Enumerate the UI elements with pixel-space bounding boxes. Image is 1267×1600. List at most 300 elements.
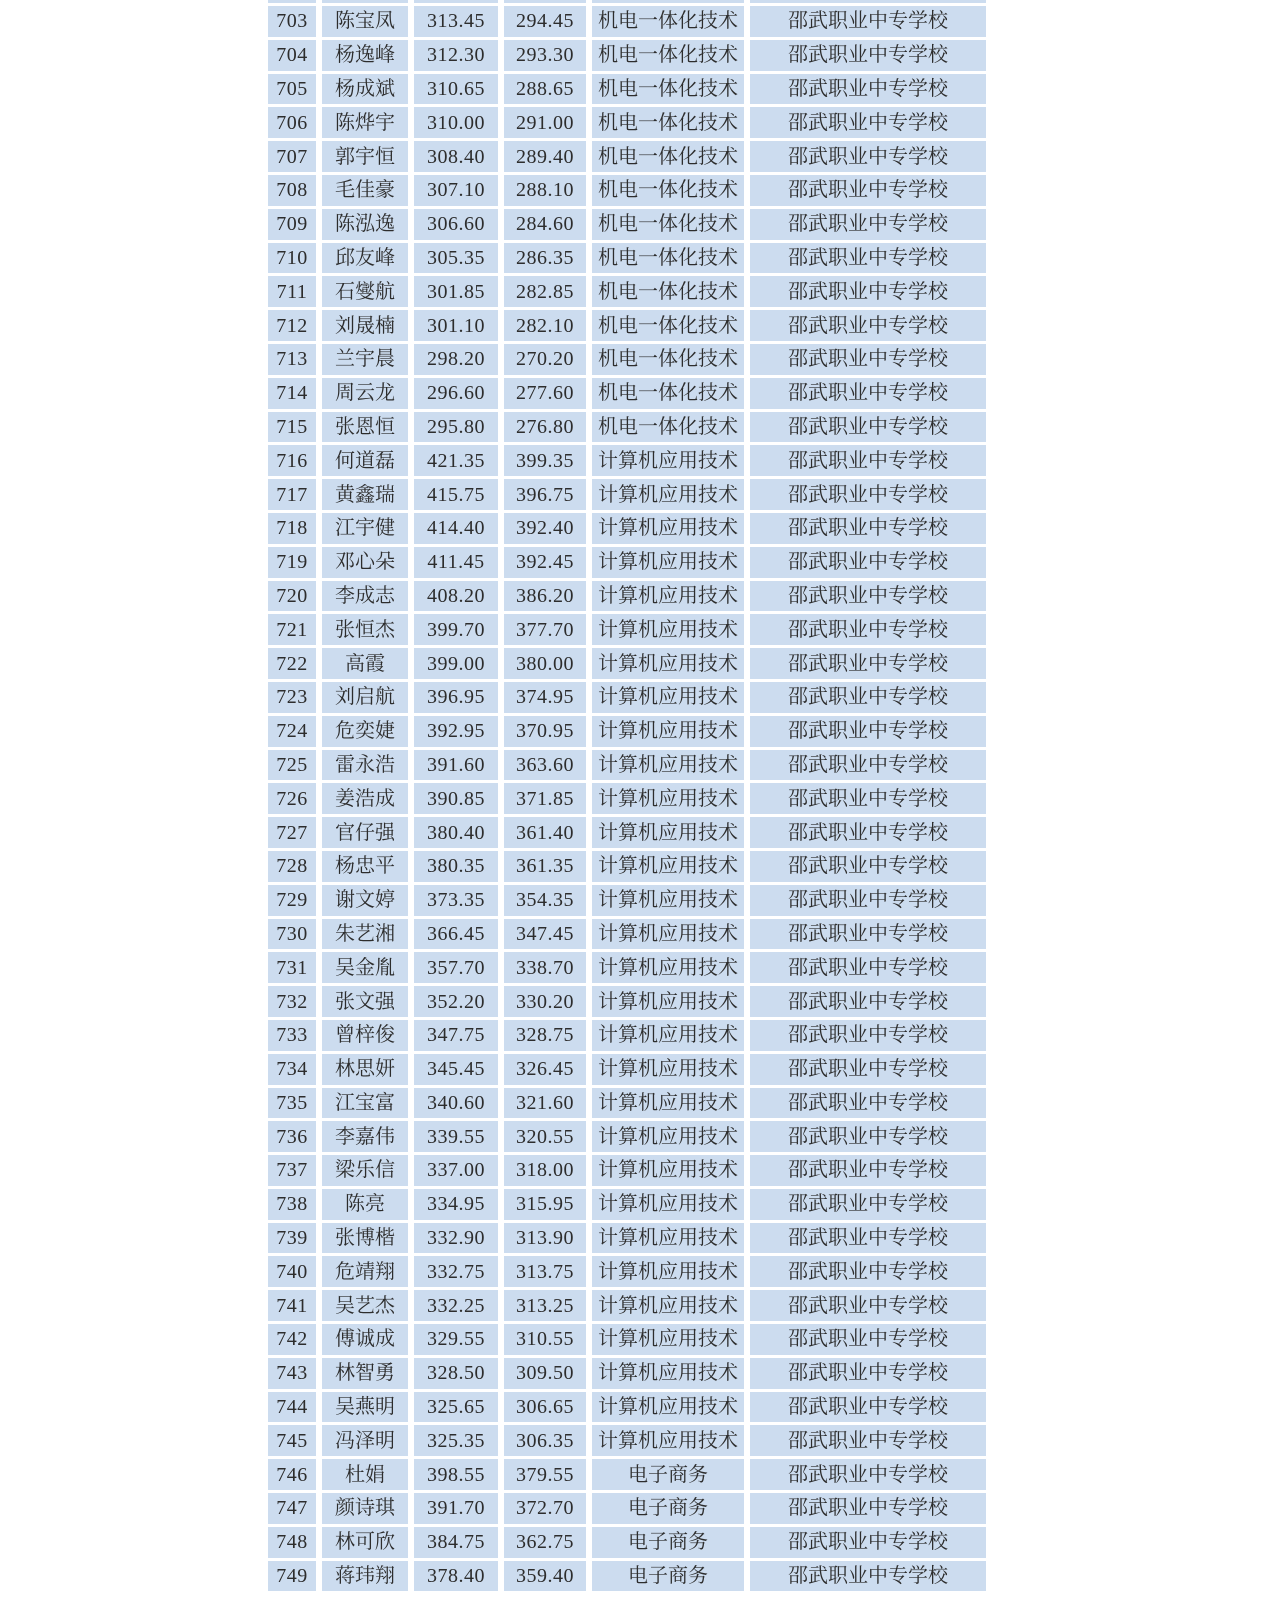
cell-score-2: 328.75 bbox=[504, 1020, 586, 1051]
cell-major: 机电一体化技术 bbox=[592, 74, 744, 105]
table-row bbox=[268, 851, 986, 882]
cell-score-1: 391.70 bbox=[414, 1493, 498, 1524]
table-row bbox=[268, 1155, 986, 1186]
cell-rank: 729 bbox=[268, 885, 316, 916]
cell-rank: 727 bbox=[268, 817, 316, 848]
cell-score-2: 294.45 bbox=[504, 6, 586, 37]
cell-score-1: 298.20 bbox=[414, 344, 498, 375]
cell-school: 邵武职业中专学校 bbox=[750, 1189, 986, 1220]
table-row bbox=[268, 175, 986, 206]
table-row bbox=[268, 750, 986, 781]
cell-name: 石燮航 bbox=[322, 276, 408, 307]
cell-major: 机电一体化技术 bbox=[592, 412, 744, 443]
cell-name: 雷永浩 bbox=[322, 750, 408, 781]
cell-school: 邵武职业中专学校 bbox=[750, 817, 986, 848]
cell-score-2: 380.00 bbox=[504, 648, 586, 679]
cell-score-1: 408.20 bbox=[414, 581, 498, 612]
cell-name bbox=[322, 0, 408, 3]
cell-rank: 714 bbox=[268, 378, 316, 409]
cell-score-2: 277.60 bbox=[504, 378, 586, 409]
cell-major: 计算机应用技术 bbox=[592, 1121, 744, 1152]
cell-major: 计算机应用技术 bbox=[592, 682, 744, 713]
cell-score-2: 309.50 bbox=[504, 1358, 586, 1389]
cell-major: 计算机应用技术 bbox=[592, 986, 744, 1017]
cell-major: 计算机应用技术 bbox=[592, 1256, 744, 1287]
cell-score-1: 313.45 bbox=[414, 6, 498, 37]
cell-rank: 728 bbox=[268, 851, 316, 882]
cell-major: 计算机应用技术 bbox=[592, 750, 744, 781]
cell-score-1: 380.35 bbox=[414, 851, 498, 882]
cell-score-1: 378.40 bbox=[414, 1561, 498, 1592]
cell-name: 姜浩成 bbox=[322, 783, 408, 814]
cell-school: 邵武职业中专学校 bbox=[750, 1020, 986, 1051]
cell-school: 邵武职业中专学校 bbox=[750, 1527, 986, 1558]
cell-score-2: 326.45 bbox=[504, 1054, 586, 1085]
cell-rank: 745 bbox=[268, 1425, 316, 1456]
table-row bbox=[268, 1121, 986, 1152]
cell-rank: 708 bbox=[268, 175, 316, 206]
cell-score-1: 310.65 bbox=[414, 74, 498, 105]
table-row bbox=[268, 276, 986, 307]
cell-rank: 736 bbox=[268, 1121, 316, 1152]
score-table bbox=[262, 0, 992, 1594]
cell-score-1: 373.35 bbox=[414, 885, 498, 916]
cell-rank: 747 bbox=[268, 1493, 316, 1524]
cell-rank: 718 bbox=[268, 513, 316, 544]
cell-name: 林思妍 bbox=[322, 1054, 408, 1085]
cell-name: 吴燕明 bbox=[322, 1392, 408, 1423]
cell-score-2: 306.65 bbox=[504, 1392, 586, 1423]
cell-score-1: 380.40 bbox=[414, 817, 498, 848]
table-row bbox=[268, 513, 986, 544]
cell-name: 冯泽明 bbox=[322, 1425, 408, 1456]
cell-name: 刘启航 bbox=[322, 682, 408, 713]
cell-score-2: 392.40 bbox=[504, 513, 586, 544]
cell-school: 邵武职业中专学校 bbox=[750, 851, 986, 882]
cell-score-2: 288.10 bbox=[504, 175, 586, 206]
cell-score-1: 295.80 bbox=[414, 412, 498, 443]
cell-score-1: 411.45 bbox=[414, 547, 498, 578]
cell-school: 邵武职业中专学校 bbox=[750, 581, 986, 612]
cell-rank: 744 bbox=[268, 1392, 316, 1423]
cell-score-2: 313.25 bbox=[504, 1290, 586, 1321]
cell-name: 李嘉伟 bbox=[322, 1121, 408, 1152]
table-row bbox=[268, 1392, 986, 1423]
table-row bbox=[268, 1425, 986, 1456]
cell-name: 颜诗琪 bbox=[322, 1493, 408, 1524]
cell-score-1: 392.95 bbox=[414, 716, 498, 747]
table-row bbox=[268, 1290, 986, 1321]
score-table-body bbox=[268, 0, 986, 1591]
cell-rank: 706 bbox=[268, 107, 316, 138]
cell-name: 张博楷 bbox=[322, 1223, 408, 1254]
partial-top-row bbox=[268, 0, 986, 3]
cell-rank bbox=[268, 0, 316, 3]
cell-school: 邵武职业中专学校 bbox=[750, 783, 986, 814]
cell-score-1: 352.20 bbox=[414, 986, 498, 1017]
cell-school: 邵武职业中专学校 bbox=[750, 1493, 986, 1524]
table-row bbox=[268, 1088, 986, 1119]
cell-name: 危奕婕 bbox=[322, 716, 408, 747]
table-row bbox=[268, 783, 986, 814]
cell-rank: 739 bbox=[268, 1223, 316, 1254]
cell-name: 危靖翔 bbox=[322, 1256, 408, 1287]
table-row bbox=[268, 547, 986, 578]
cell-name: 吴艺杰 bbox=[322, 1290, 408, 1321]
table-row bbox=[268, 682, 986, 713]
table-row bbox=[268, 1020, 986, 1051]
cell-name: 张恒杰 bbox=[322, 614, 408, 645]
cell-school: 邵武职业中专学校 bbox=[750, 344, 986, 375]
cell-score-2: 276.80 bbox=[504, 412, 586, 443]
cell-rank: 748 bbox=[268, 1527, 316, 1558]
cell-name: 梁乐信 bbox=[322, 1155, 408, 1186]
cell-score-1: 332.25 bbox=[414, 1290, 498, 1321]
table-row bbox=[268, 952, 986, 983]
cell-name: 谢文婷 bbox=[322, 885, 408, 916]
cell-rank: 737 bbox=[268, 1155, 316, 1186]
cell-score-1: 312.30 bbox=[414, 40, 498, 71]
cell-school: 邵武职业中专学校 bbox=[750, 1054, 986, 1085]
cell-school: 邵武职业中专学校 bbox=[750, 1392, 986, 1423]
cell-score-1: 340.60 bbox=[414, 1088, 498, 1119]
cell-rank: 740 bbox=[268, 1256, 316, 1287]
cell-rank: 703 bbox=[268, 6, 316, 37]
cell-score-1: 399.00 bbox=[414, 648, 498, 679]
cell-score-1: 306.60 bbox=[414, 209, 498, 240]
cell-rank: 709 bbox=[268, 209, 316, 240]
cell-major: 计算机应用技术 bbox=[592, 1425, 744, 1456]
cell-score-2: 374.95 bbox=[504, 682, 586, 713]
cell-major: 计算机应用技术 bbox=[592, 648, 744, 679]
cell-score-2: 318.00 bbox=[504, 1155, 586, 1186]
cell-score-1: 332.75 bbox=[414, 1256, 498, 1287]
table-row bbox=[268, 1358, 986, 1389]
cell-rank: 716 bbox=[268, 445, 316, 476]
cell-score-2: 313.75 bbox=[504, 1256, 586, 1287]
cell-rank: 731 bbox=[268, 952, 316, 983]
cell-major: 电子商务 bbox=[592, 1561, 744, 1592]
table-row bbox=[268, 648, 986, 679]
cell-score-1: 399.70 bbox=[414, 614, 498, 645]
cell-name: 邱友峰 bbox=[322, 243, 408, 274]
cell-name: 邓心朵 bbox=[322, 547, 408, 578]
table-row bbox=[268, 716, 986, 747]
cell-score-1: 390.85 bbox=[414, 783, 498, 814]
cell-score-2: 359.40 bbox=[504, 1561, 586, 1592]
cell-major: 机电一体化技术 bbox=[592, 209, 744, 240]
cell-rank: 742 bbox=[268, 1324, 316, 1355]
cell-major: 机电一体化技术 bbox=[592, 310, 744, 341]
cell-score-1: 391.60 bbox=[414, 750, 498, 781]
cell-rank: 717 bbox=[268, 479, 316, 510]
cell-score-1: 325.65 bbox=[414, 1392, 498, 1423]
table-row bbox=[268, 1561, 986, 1592]
cell-school: 邵武职业中专学校 bbox=[750, 1223, 986, 1254]
cell-major: 计算机应用技术 bbox=[592, 1088, 744, 1119]
cell-name: 傅诚成 bbox=[322, 1324, 408, 1355]
cell-rank: 713 bbox=[268, 344, 316, 375]
cell-major: 计算机应用技术 bbox=[592, 1155, 744, 1186]
cell-name: 陈亮 bbox=[322, 1189, 408, 1220]
cell-name: 陈宝凤 bbox=[322, 6, 408, 37]
cell-school: 邵武职业中专学校 bbox=[750, 1256, 986, 1287]
cell-major: 计算机应用技术 bbox=[592, 614, 744, 645]
cell-major: 计算机应用技术 bbox=[592, 1189, 744, 1220]
cell-score-1: 337.00 bbox=[414, 1155, 498, 1186]
table-row bbox=[268, 412, 986, 443]
cell-score-1: 366.45 bbox=[414, 919, 498, 950]
table-row bbox=[268, 40, 986, 71]
cell-school: 邵武职业中专学校 bbox=[750, 919, 986, 950]
cell-score-2: 392.45 bbox=[504, 547, 586, 578]
cell-school: 邵武职业中专学校 bbox=[750, 40, 986, 71]
table-row bbox=[268, 1324, 986, 1355]
cell-rank: 719 bbox=[268, 547, 316, 578]
cell-score-2: 288.65 bbox=[504, 74, 586, 105]
cell-rank: 732 bbox=[268, 986, 316, 1017]
cell-name: 何道磊 bbox=[322, 445, 408, 476]
cell-score-1: 305.35 bbox=[414, 243, 498, 274]
cell-school: 邵武职业中专学校 bbox=[750, 445, 986, 476]
cell-rank: 712 bbox=[268, 310, 316, 341]
cell-score-2: 347.45 bbox=[504, 919, 586, 950]
cell-score-1: 307.10 bbox=[414, 175, 498, 206]
cell-school: 邵武职业中专学校 bbox=[750, 243, 986, 274]
cell-major: 计算机应用技术 bbox=[592, 952, 744, 983]
table-row bbox=[268, 817, 986, 848]
cell-score-2: 289.40 bbox=[504, 141, 586, 172]
cell-name: 林可欣 bbox=[322, 1527, 408, 1558]
cell-rank: 726 bbox=[268, 783, 316, 814]
cell-school: 邵武职业中专学校 bbox=[750, 479, 986, 510]
table-row bbox=[268, 445, 986, 476]
cell-score-2: 321.60 bbox=[504, 1088, 586, 1119]
cell-score-2: 291.00 bbox=[504, 107, 586, 138]
cell-major: 计算机应用技术 bbox=[592, 885, 744, 916]
cell-rank: 721 bbox=[268, 614, 316, 645]
table-row bbox=[268, 310, 986, 341]
cell-score-2: 377.70 bbox=[504, 614, 586, 645]
cell-name: 江宝富 bbox=[322, 1088, 408, 1119]
cell-school: 邵武职业中专学校 bbox=[750, 1561, 986, 1592]
cell-score-1: 334.95 bbox=[414, 1189, 498, 1220]
cell-score-1: 325.35 bbox=[414, 1425, 498, 1456]
table-row bbox=[268, 479, 986, 510]
cell-school: 邵武职业中专学校 bbox=[750, 513, 986, 544]
cell-score-1 bbox=[414, 0, 498, 3]
cell-rank: 722 bbox=[268, 648, 316, 679]
cell-name: 林智勇 bbox=[322, 1358, 408, 1389]
cell-school: 邵武职业中专学校 bbox=[750, 1290, 986, 1321]
cell-rank: 733 bbox=[268, 1020, 316, 1051]
cell-name: 高霞 bbox=[322, 648, 408, 679]
cell-major: 计算机应用技术 bbox=[592, 783, 744, 814]
cell-school: 邵武职业中专学校 bbox=[750, 614, 986, 645]
table-row bbox=[268, 614, 986, 645]
cell-major: 计算机应用技术 bbox=[592, 817, 744, 848]
cell-score-2: 354.35 bbox=[504, 885, 586, 916]
cell-name: 杨成斌 bbox=[322, 74, 408, 105]
cell-name: 黄鑫瑞 bbox=[322, 479, 408, 510]
cell-score-2 bbox=[504, 0, 586, 3]
cell-major: 计算机应用技术 bbox=[592, 1223, 744, 1254]
cell-rank: 725 bbox=[268, 750, 316, 781]
cell-rank: 730 bbox=[268, 919, 316, 950]
cell-score-1: 398.55 bbox=[414, 1459, 498, 1490]
cell-score-1: 301.10 bbox=[414, 310, 498, 341]
cell-score-1: 415.75 bbox=[414, 479, 498, 510]
cell-major: 机电一体化技术 bbox=[592, 378, 744, 409]
table-row bbox=[268, 74, 986, 105]
cell-score-2: 282.85 bbox=[504, 276, 586, 307]
cell-school: 邵武职业中专学校 bbox=[750, 1088, 986, 1119]
cell-school: 邵武职业中专学校 bbox=[750, 276, 986, 307]
cell-school: 邵武职业中专学校 bbox=[750, 952, 986, 983]
cell-school: 邵武职业中专学校 bbox=[750, 682, 986, 713]
cell-score-1: 421.35 bbox=[414, 445, 498, 476]
cell-name: 官仔强 bbox=[322, 817, 408, 848]
cell-rank: 711 bbox=[268, 276, 316, 307]
cell-score-2: 363.60 bbox=[504, 750, 586, 781]
cell-name: 杨逸峰 bbox=[322, 40, 408, 71]
table-row bbox=[268, 1527, 986, 1558]
cell-score-2: 379.55 bbox=[504, 1459, 586, 1490]
cell-score-2: 396.75 bbox=[504, 479, 586, 510]
table-row bbox=[268, 885, 986, 916]
cell-score-2: 310.55 bbox=[504, 1324, 586, 1355]
cell-score-2: 386.20 bbox=[504, 581, 586, 612]
cell-school: 邵武职业中专学校 bbox=[750, 986, 986, 1017]
cell-school: 邵武职业中专学校 bbox=[750, 209, 986, 240]
table-row bbox=[268, 1189, 986, 1220]
cell-score-1: 329.55 bbox=[414, 1324, 498, 1355]
cell-school: 邵武职业中专学校 bbox=[750, 6, 986, 37]
cell-major: 机电一体化技术 bbox=[592, 344, 744, 375]
cell-major: 机电一体化技术 bbox=[592, 141, 744, 172]
cell-name: 兰宇晨 bbox=[322, 344, 408, 375]
cell-name: 陈泓逸 bbox=[322, 209, 408, 240]
cell-name: 陈烨宇 bbox=[322, 107, 408, 138]
cell-major: 计算机应用技术 bbox=[592, 1324, 744, 1355]
cell-name: 蒋玮翔 bbox=[322, 1561, 408, 1592]
table-row bbox=[268, 6, 986, 37]
cell-score-2: 372.70 bbox=[504, 1493, 586, 1524]
table-row bbox=[268, 141, 986, 172]
table-row bbox=[268, 919, 986, 950]
cell-rank: 743 bbox=[268, 1358, 316, 1389]
cell-name: 江宇健 bbox=[322, 513, 408, 544]
cell-score-2: 370.95 bbox=[504, 716, 586, 747]
cell-school: 邵武职业中专学校 bbox=[750, 412, 986, 443]
cell-school bbox=[750, 0, 986, 3]
cell-major: 计算机应用技术 bbox=[592, 851, 744, 882]
cell-rank: 738 bbox=[268, 1189, 316, 1220]
table-row bbox=[268, 1459, 986, 1490]
table-row bbox=[268, 378, 986, 409]
cell-name: 周云龙 bbox=[322, 378, 408, 409]
cell-school: 邵武职业中专学校 bbox=[750, 74, 986, 105]
cell-score-1: 347.75 bbox=[414, 1020, 498, 1051]
cell-school: 邵武职业中专学校 bbox=[750, 1459, 986, 1490]
cell-score-1: 301.85 bbox=[414, 276, 498, 307]
cell-score-1: 396.95 bbox=[414, 682, 498, 713]
cell-rank: 724 bbox=[268, 716, 316, 747]
cell-school: 邵武职业中专学校 bbox=[750, 107, 986, 138]
cell-score-2: 313.90 bbox=[504, 1223, 586, 1254]
cell-major: 机电一体化技术 bbox=[592, 276, 744, 307]
cell-major: 电子商务 bbox=[592, 1527, 744, 1558]
cell-rank: 705 bbox=[268, 74, 316, 105]
cell-score-1: 308.40 bbox=[414, 141, 498, 172]
cell-major: 计算机应用技术 bbox=[592, 1392, 744, 1423]
table-row bbox=[268, 243, 986, 274]
cell-rank: 710 bbox=[268, 243, 316, 274]
cell-score-2: 330.20 bbox=[504, 986, 586, 1017]
cell-score-1: 357.70 bbox=[414, 952, 498, 983]
cell-school: 邵武职业中专学校 bbox=[750, 750, 986, 781]
cell-major: 计算机应用技术 bbox=[592, 919, 744, 950]
cell-score-2: 371.85 bbox=[504, 783, 586, 814]
cell-name: 杨忠平 bbox=[322, 851, 408, 882]
cell-name: 杜娟 bbox=[322, 1459, 408, 1490]
cell-school: 邵武职业中专学校 bbox=[750, 1358, 986, 1389]
cell-score-1: 414.40 bbox=[414, 513, 498, 544]
cell-rank: 723 bbox=[268, 682, 316, 713]
cell-rank: 704 bbox=[268, 40, 316, 71]
table-row bbox=[268, 209, 986, 240]
cell-major: 机电一体化技术 bbox=[592, 175, 744, 206]
cell-score-2: 315.95 bbox=[504, 1189, 586, 1220]
cell-rank: 746 bbox=[268, 1459, 316, 1490]
cell-school: 邵武职业中专学校 bbox=[750, 175, 986, 206]
cell-school: 邵武职业中专学校 bbox=[750, 648, 986, 679]
cell-name: 郭宇恒 bbox=[322, 141, 408, 172]
cell-major: 计算机应用技术 bbox=[592, 479, 744, 510]
cell-major: 机电一体化技术 bbox=[592, 243, 744, 274]
cell-major: 计算机应用技术 bbox=[592, 1290, 744, 1321]
table-row bbox=[268, 1256, 986, 1287]
cell-score-2: 293.30 bbox=[504, 40, 586, 71]
cell-school: 邵武职业中专学校 bbox=[750, 1324, 986, 1355]
cell-score-2: 270.20 bbox=[504, 344, 586, 375]
cell-school: 邵武职业中专学校 bbox=[750, 547, 986, 578]
cell-name: 吴金胤 bbox=[322, 952, 408, 983]
table-row bbox=[268, 344, 986, 375]
cell-rank: 715 bbox=[268, 412, 316, 443]
cell-rank: 735 bbox=[268, 1088, 316, 1119]
cell-score-2: 282.10 bbox=[504, 310, 586, 341]
cell-major: 计算机应用技术 bbox=[592, 1054, 744, 1085]
cell-major: 计算机应用技术 bbox=[592, 716, 744, 747]
cell-school: 邵武职业中专学校 bbox=[750, 1425, 986, 1456]
cell-name: 曾梓俊 bbox=[322, 1020, 408, 1051]
cell-score-2: 320.55 bbox=[504, 1121, 586, 1152]
cell-score-1: 296.60 bbox=[414, 378, 498, 409]
cell-name: 毛佳豪 bbox=[322, 175, 408, 206]
cell-score-1: 332.90 bbox=[414, 1223, 498, 1254]
cell-major bbox=[592, 0, 744, 3]
cell-rank: 741 bbox=[268, 1290, 316, 1321]
table-row bbox=[268, 986, 986, 1017]
cell-name: 刘晟楠 bbox=[322, 310, 408, 341]
cell-score-2: 399.35 bbox=[504, 445, 586, 476]
cell-score-1: 345.45 bbox=[414, 1054, 498, 1085]
cell-major: 机电一体化技术 bbox=[592, 6, 744, 37]
cell-major: 计算机应用技术 bbox=[592, 1020, 744, 1051]
cell-school: 邵武职业中专学校 bbox=[750, 141, 986, 172]
table-row bbox=[268, 107, 986, 138]
